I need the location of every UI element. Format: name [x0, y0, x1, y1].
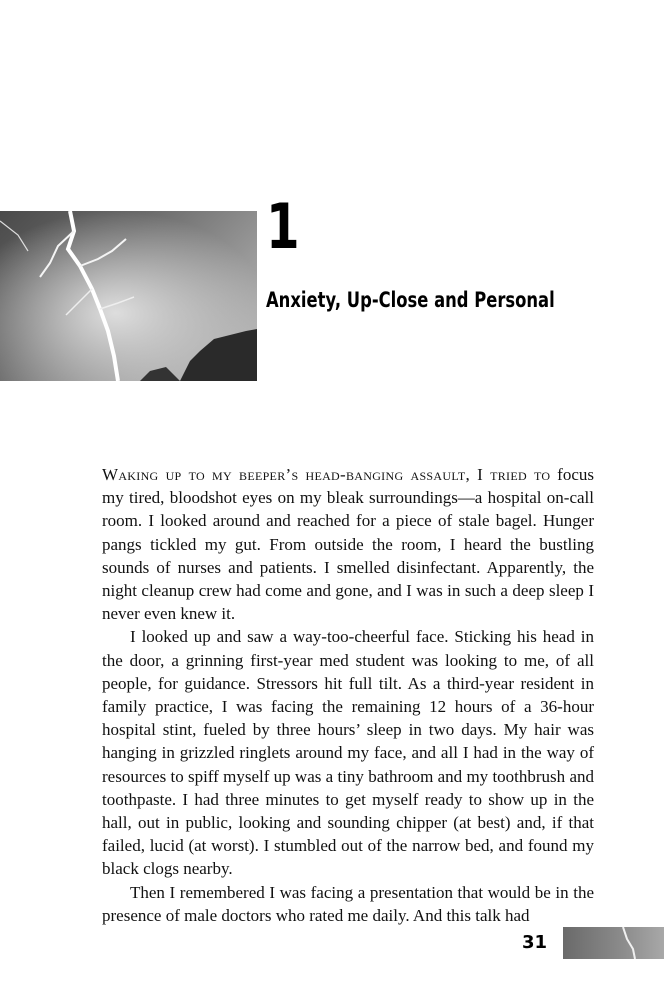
chapter-number: 1: [266, 190, 300, 263]
lightning-photo: [0, 211, 257, 381]
paragraph: [102, 463, 594, 625]
page-strip-image: [563, 927, 664, 959]
body-text: [102, 463, 594, 927]
paragraph-lead-in: Waking up to my beeper’s head-banging assault, I tried to: [102, 465, 551, 484]
paragraph: Then I remembered I was facing a presentation that would be in the presence of male doctors who rated me daily. And this talk had: [102, 882, 594, 925]
chapter-title: Anxiety, Up-Close and Personal: [266, 288, 555, 312]
page-number: 31: [522, 932, 548, 953]
paragraph: I looked up and saw a way-too-cheerful face. Sticking his head in the door, a grinning first-year med student was looking to me, of all people, for guidance. Stressors hit full tilt. As a third-year resident in family practice, I was facing the remaining 12 hours of a 36-hour hospital stint, fueled by three hours’ sleep in two days. My hair was hanging in grizzled ringlets around my face, and all I had in the way of resources to spiff myself up was a tiny bathroom and my toothbrush and toothpaste. I had three minutes to get myself ready to show up in the hall, out in public, looking and sounding chipper (at best) and, if that failed, lucid (at worst). I stumbled out of the narrow bed, and found my black clogs nearby.: [102, 627, 594, 879]
paragraph-text: focus my tired, bloodshot eyes on my bleak surroundings—a hospital on-call room. I looked around and reached for a piece of stale bagel. Hunger pangs tickled my gut. From outside the room, I heard the bustling sounds of nurses and patients. I smelled disinfectant. Apparently, the night cleanup crew had come and gone, and I was in such a deep sleep I never even knew it.: [102, 465, 594, 624]
